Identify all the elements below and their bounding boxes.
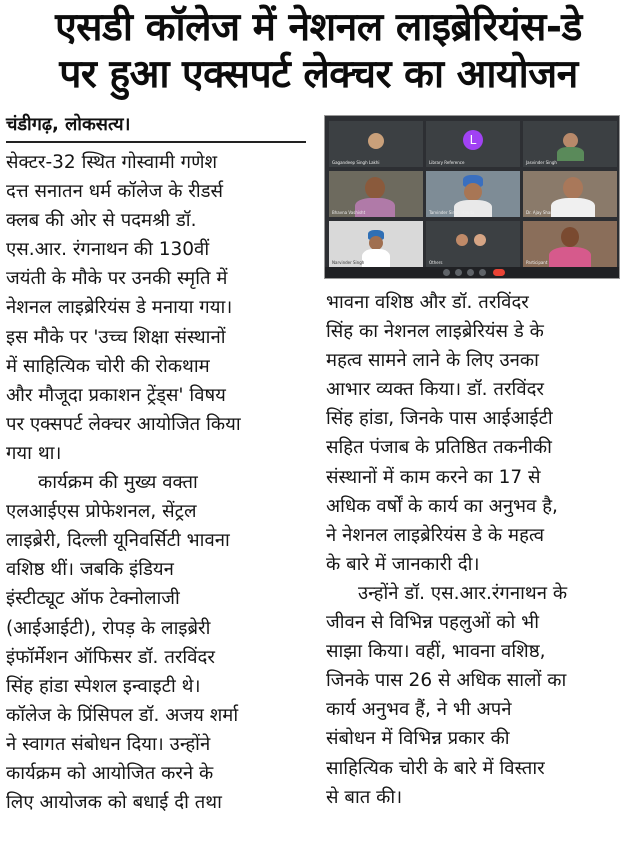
article-line: सिंह हांडा स्पेशल इन्वाइटी थे। [6, 675, 201, 697]
video-tile [426, 221, 520, 267]
video-tile [426, 121, 520, 167]
headline-line-2: पर हुआ एक्सपर्ट लेक्चर का आयोजन [59, 52, 578, 97]
tile-caption: Gagandeep Singh Lakhi [332, 160, 380, 165]
article-line: लाइब्रेरी, दिल्ली यूनिवर्सिटी भावना [6, 530, 230, 552]
mic-icon [443, 269, 450, 276]
article-line: आभार व्यक्त किया। डॉ. तरविंदर [326, 379, 544, 401]
article-line: कार्य अनुभव हैं, ने भी अपने [326, 699, 512, 721]
tile-caption: Others [429, 260, 443, 265]
article-line: इंफॉर्मेशन ऑफिसर डॉ. तरविंदर [6, 646, 215, 668]
tile-caption: Bhavna Vashisht [332, 210, 366, 215]
article-left-column [6, 148, 306, 817]
article-line: एस.आर. रंगनाथन की 130वीं [6, 239, 210, 261]
article-line: भावना वशिष्ठ और डॉ. तरविंदर [326, 292, 529, 313]
tile-caption: Jasvinder Singh [526, 160, 557, 165]
article-line: और मौजूदा प्रकाशन ट्रेंड्स' विषय [6, 384, 226, 406]
article-line: साझा किया। वहीं, भावना वशिष्ठ, [326, 641, 546, 663]
article-line: दत्त सनातन धर्म कॉलेज के रीडर्स [6, 181, 224, 203]
video-tile [329, 121, 423, 167]
article-line: कार्यक्रम की मुख्य वक्ता [38, 472, 198, 494]
meeting-toolbar [325, 267, 619, 278]
article-line: सिंह का नेशनल लाइब्रेरियंस डे के [326, 321, 544, 343]
article-line: क्लब की ओर से पदमश्री डॉ. [6, 210, 197, 232]
article-line: जीवन से विभिन्न पहलुओं को भी [326, 612, 539, 634]
tile-caption: Tarvinder Singh Handa [429, 210, 475, 215]
article-line: सेक्टर-32 स्थित गोस्वामी गणेश [6, 152, 218, 173]
article-line: पर एक्सपर्ट लेक्चर आयोजित किया [6, 413, 241, 435]
article-line: वशिष्ठ थीं। जबकि इंडियन [6, 559, 174, 581]
camera-icon [455, 269, 462, 276]
video-tile [426, 171, 520, 217]
article-line: से बात की। [326, 786, 403, 808]
video-tile [523, 171, 617, 217]
video-call-photo [324, 115, 620, 279]
article-line: कॉलेज के प्रिंसिपल डॉ. अजय शर्मा [6, 704, 239, 726]
video-tile [329, 221, 423, 267]
article-line: जिनके पास 26 से अधिक सालों का [326, 670, 567, 692]
dateline: चंडीगढ़, लोकसत्य। [6, 114, 131, 135]
tile-caption: Dr. Ajay Sharma [526, 210, 559, 215]
video-tile [523, 221, 617, 267]
article-line: गया था। [6, 442, 62, 464]
article-line: लिए आयोजक को बधाई दी तथा [6, 792, 222, 814]
article-line: एलआईएस प्रोफेशनल, सेंट्रल [6, 501, 197, 523]
article-line: सहित पंजाब के प्रतिष्ठित तकनीकी [326, 437, 552, 459]
video-tile [523, 121, 617, 167]
tile-caption: Narvinder Singh [332, 260, 365, 265]
present-icon [467, 269, 474, 276]
video-tile [329, 171, 423, 217]
end-call-icon [493, 269, 505, 276]
article-line: सिंह हांडा, जिनके पास आईआईटी [326, 408, 553, 430]
headline-line-1: एसडी कॉलेज में नेशनल लाइब्रेरियंस-डे [55, 5, 582, 50]
tile-caption: Library Reference [429, 160, 465, 165]
article-right-column [326, 288, 626, 812]
headline [8, 4, 629, 98]
dateline-divider [6, 141, 306, 143]
article-line: जयंती के मौके पर उनकी स्मृति में [6, 268, 228, 290]
tile-caption: Participant [526, 260, 548, 265]
article-line: में साहित्यिक चोरी की रोकथाम [6, 355, 210, 377]
article-line: इंस्टीट्यूट ऑफ टेक्नोलाजी [6, 588, 180, 610]
article-line: के बारे में जानकारी दी। [326, 553, 480, 575]
article-line: महत्व सामने लाने के लिए उनका [326, 350, 539, 372]
article-line: ने स्वागत संबोधन दिया। उन्होंने [6, 733, 211, 755]
article-line: इस मौके पर 'उच्च शिक्षा संस्थानों [6, 326, 226, 348]
more-options-icon [479, 269, 486, 276]
article-line: संस्थानों में काम करने का 17 से [326, 466, 541, 488]
article-line: साहित्यिक चोरी के बारे में विस्तार [326, 757, 545, 779]
article-line: (आईआईटी), रोपड़ के लाइब्रेरी [6, 617, 211, 639]
article-line: नेशनल लाइब्रेरियंस डे मनाया गया। [6, 297, 233, 319]
article-line: उन्होंने डॉ. एस.आर.रंगनाथन के [358, 582, 568, 604]
article-line: ने नेशनल लाइब्रेरियंस डे के महत्व [326, 524, 545, 546]
article-line: कार्यक्रम को आयोजित करने के [6, 762, 214, 784]
article-line: संबोधन में विभिन्न प्रकार की [326, 728, 510, 750]
article-line: अधिक वर्षों के कार्य का अनुभव है, [326, 495, 558, 517]
participant-avatar: L [463, 130, 483, 150]
